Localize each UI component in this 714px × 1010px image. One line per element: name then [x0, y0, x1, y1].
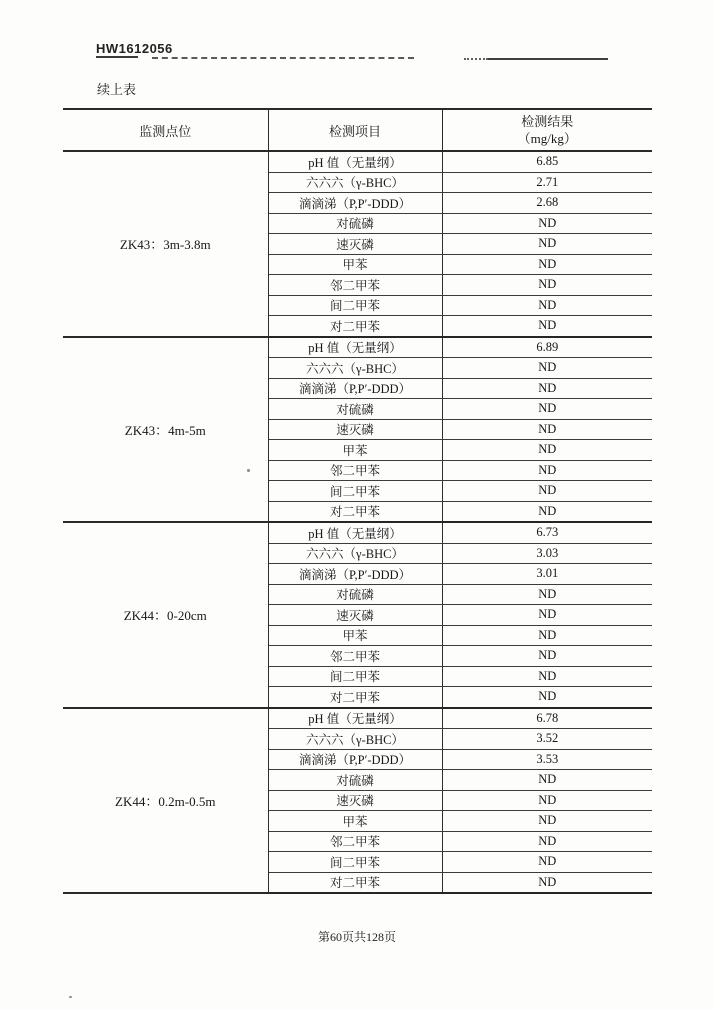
item-cell: 六六六（γ-BHC）: [268, 358, 442, 379]
item-cell: 间二甲苯: [268, 481, 442, 502]
result-cell: ND: [442, 501, 652, 522]
header-rule-solid: [488, 58, 608, 60]
item-cell: pH 值（无量纲）: [268, 151, 442, 172]
column-header-item: 检测项目: [268, 109, 442, 151]
result-cell: ND: [442, 666, 652, 687]
result-cell: ND: [442, 605, 652, 626]
item-cell: pH 值（无量纲）: [268, 522, 442, 543]
result-cell: ND: [442, 625, 652, 646]
column-header-result-unit: （mg/kg）: [517, 131, 577, 146]
item-cell: 邻二甲苯: [268, 275, 442, 296]
column-header-result: [442, 109, 652, 151]
item-cell: 六六六（γ-BHC）: [268, 543, 442, 564]
continuation-note: 续上表: [97, 82, 137, 97]
result-cell: ND: [442, 399, 652, 420]
item-cell: 对硫磷: [268, 399, 442, 420]
table-row: [63, 337, 652, 358]
item-cell: 对二甲苯: [268, 501, 442, 522]
monitoring-point-cell: ZK44：0-20cm: [63, 522, 268, 708]
item-cell: 对二甲苯: [268, 872, 442, 893]
result-cell: ND: [442, 419, 652, 440]
result-cell: ND: [442, 646, 652, 667]
column-header-point: 监测点位: [63, 109, 268, 151]
item-cell: 间二甲苯: [268, 666, 442, 687]
result-cell: ND: [442, 316, 652, 337]
monitoring-point-cell: ZK44：0.2m-0.5m: [63, 708, 268, 894]
result-cell: ND: [442, 378, 652, 399]
item-cell: 速灭磷: [268, 605, 442, 626]
table-row: [63, 708, 652, 729]
result-cell: ND: [442, 275, 652, 296]
result-cell: ND: [442, 295, 652, 316]
item-cell: 速灭磷: [268, 234, 442, 255]
scan-speck: [69, 996, 72, 998]
item-cell: 间二甲苯: [268, 852, 442, 873]
item-cell: 速灭磷: [268, 419, 442, 440]
result-cell: 3.53: [442, 749, 652, 770]
result-cell: ND: [442, 811, 652, 832]
result-cell: 3.03: [442, 543, 652, 564]
item-cell: 甲苯: [268, 811, 442, 832]
result-cell: ND: [442, 358, 652, 379]
item-cell: 甲苯: [268, 625, 442, 646]
result-cell: 6.78: [442, 708, 652, 729]
table-header-row: [63, 109, 652, 151]
table-row: [63, 522, 652, 543]
item-cell: 六六六（γ-BHC）: [268, 172, 442, 193]
item-cell: 对硫磷: [268, 584, 442, 605]
scan-speck: [247, 469, 250, 472]
monitoring-point-cell: ZK43：4m-5m: [63, 337, 268, 523]
item-cell: 滴滴涕（P,P′-DDD）: [268, 564, 442, 585]
result-cell: ND: [442, 440, 652, 461]
monitoring-point-cell: ZK43：3m-3.8m: [63, 151, 268, 337]
header-rule-dashed: [152, 57, 414, 59]
item-cell: pH 值（无量纲）: [268, 708, 442, 729]
result-cell: ND: [442, 254, 652, 275]
header-rule-dotted: [464, 58, 488, 60]
result-cell: 2.71: [442, 172, 652, 193]
item-cell: 对二甲苯: [268, 687, 442, 708]
item-cell: 间二甲苯: [268, 295, 442, 316]
result-cell: ND: [442, 852, 652, 873]
result-cell: 6.85: [442, 151, 652, 172]
result-cell: ND: [442, 831, 652, 852]
result-cell: ND: [442, 584, 652, 605]
doc-number-underline: [96, 56, 138, 58]
result-cell: ND: [442, 872, 652, 893]
item-cell: 邻二甲苯: [268, 831, 442, 852]
result-cell: 6.73: [442, 522, 652, 543]
item-cell: 邻二甲苯: [268, 646, 442, 667]
result-cell: ND: [442, 790, 652, 811]
result-cell: ND: [442, 234, 652, 255]
item-cell: 滴滴涕（P,P′-DDD）: [268, 193, 442, 214]
table-row: [63, 151, 652, 172]
item-cell: 对二甲苯: [268, 316, 442, 337]
item-cell: 邻二甲苯: [268, 460, 442, 481]
item-cell: 对硫磷: [268, 770, 442, 791]
page-footer: 第60页共128页: [317, 930, 396, 944]
item-cell: 滴滴涕（P,P′-DDD）: [268, 749, 442, 770]
result-cell: ND: [442, 460, 652, 481]
results-table: [63, 108, 652, 894]
result-cell: 6.89: [442, 337, 652, 358]
result-cell: ND: [442, 481, 652, 502]
result-cell: ND: [442, 770, 652, 791]
result-cell: ND: [442, 687, 652, 708]
result-cell: 3.01: [442, 564, 652, 585]
item-cell: 六六六（γ-BHC）: [268, 729, 442, 750]
item-cell: 甲苯: [268, 440, 442, 461]
item-cell: 对硫磷: [268, 213, 442, 234]
result-cell: 3.52: [442, 729, 652, 750]
item-cell: pH 值（无量纲）: [268, 337, 442, 358]
column-header-result-title: 检测结果: [521, 114, 574, 129]
item-cell: 滴滴涕（P,P′-DDD）: [268, 378, 442, 399]
item-cell: 甲苯: [268, 254, 442, 275]
result-cell: 2.68: [442, 193, 652, 214]
item-cell: 速灭磷: [268, 790, 442, 811]
result-cell: ND: [442, 213, 652, 234]
doc-number: HW1612056: [96, 41, 173, 56]
